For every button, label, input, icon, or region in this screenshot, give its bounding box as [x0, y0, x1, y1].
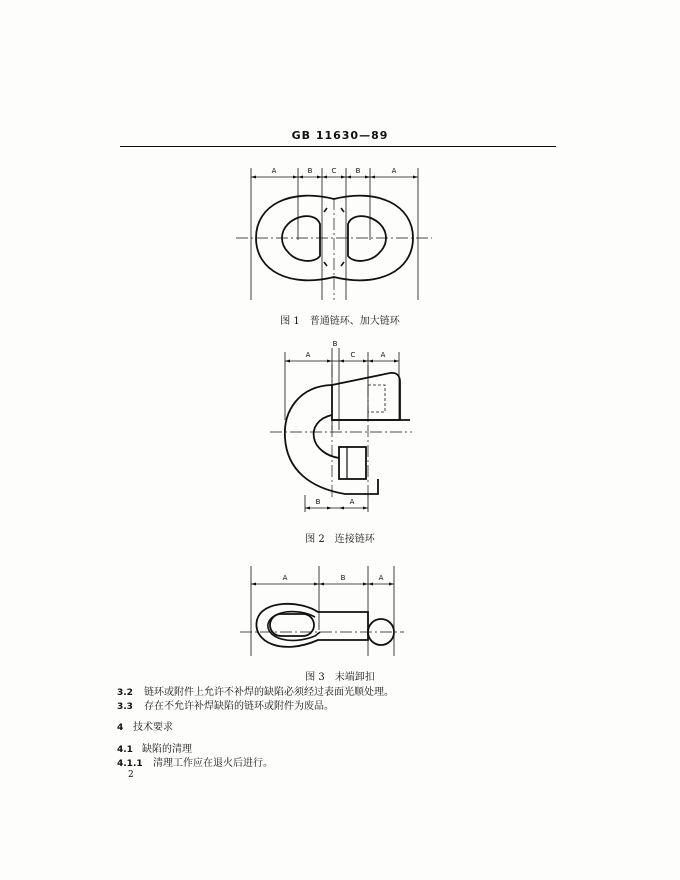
clause-text: 技术要求	[133, 722, 173, 733]
standard-header: GB 11630—89	[291, 129, 389, 142]
fig3-dim-label-a2: A	[378, 574, 384, 582]
fig1-dim-label-c: C	[331, 167, 337, 175]
figure-3-caption	[0, 668, 680, 683]
clause-4-1	[117, 740, 192, 755]
figure-2-title: 连接链环	[334, 534, 375, 545]
clause-text: 存在不允许补焊缺陷的链环或附件为废品。	[144, 701, 334, 712]
clause-3-3	[117, 697, 334, 712]
fig1-dim-label-a2: A	[391, 167, 397, 175]
fig3-dim-label-a1: A	[282, 574, 288, 582]
page-number: 2	[128, 770, 134, 780]
clause-4-1-1	[117, 754, 273, 769]
clause-text: 清理工作应在退火后进行。	[153, 758, 273, 769]
figure-1-number: 图 1	[280, 316, 300, 327]
figure-1-title: 普通链环、加大链环	[309, 316, 400, 327]
fig2-dim-label-b-bottom: B	[315, 498, 321, 506]
fig1-dim-label-b2: B	[355, 167, 361, 175]
clause-number: 4	[117, 723, 124, 733]
fig2-dim-label-a-bottom: A	[349, 498, 355, 506]
fig1-dim-label-a1: A	[271, 167, 277, 175]
figure-3-drawing	[0, 560, 680, 660]
header-rule	[120, 146, 556, 147]
figure-1-drawing	[0, 160, 680, 310]
fig2-dim-label-a1: A	[305, 351, 311, 359]
figure-2-drawing	[0, 340, 680, 520]
clause-text: 链环或附件上允许不补焊的缺陷必须经过表面光顺处理。	[144, 687, 394, 698]
section-4-heading	[117, 718, 173, 733]
clause-number: 3.3	[117, 702, 133, 712]
clause-number: 4.1.1	[117, 759, 143, 769]
fig1-dim-label-b1: B	[307, 167, 313, 175]
clause-number: 3.2	[117, 688, 133, 698]
fig2-dim-label-b: B	[332, 340, 338, 348]
fig2-dim-label-a2: A	[380, 351, 386, 359]
fig2-dim-label-c: C	[350, 351, 356, 359]
clause-number: 4.1	[117, 745, 133, 755]
figure-1-caption	[0, 312, 680, 327]
fig3-dim-label-b: B	[340, 574, 346, 582]
figure-2-caption	[0, 530, 680, 545]
figure-3-number: 图 3	[305, 672, 325, 683]
clause-3-2	[117, 683, 394, 698]
figure-2-number: 图 2	[305, 534, 325, 545]
clause-text: 缺陷的清理	[142, 744, 192, 755]
figure-3-title: 末端卸扣	[334, 672, 375, 683]
